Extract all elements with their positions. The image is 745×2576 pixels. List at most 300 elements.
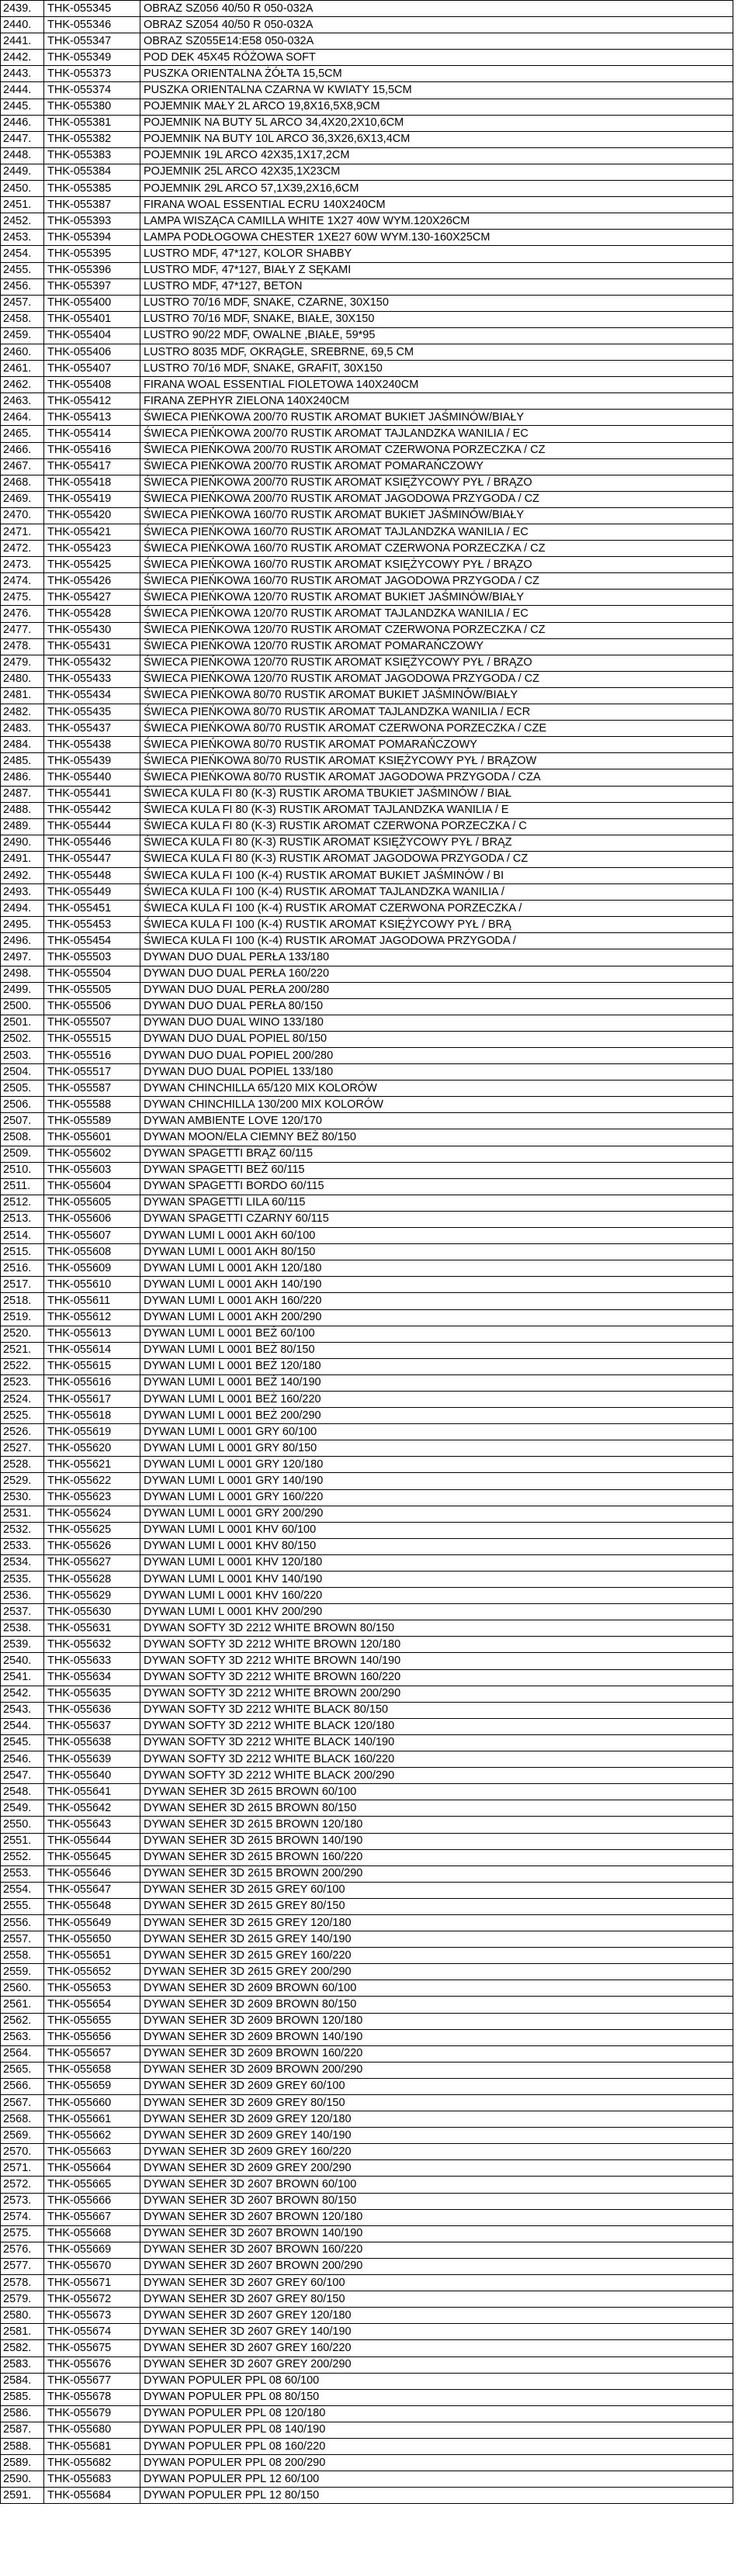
row-number: 2551. bbox=[1, 1833, 44, 1849]
row-number: 2498. bbox=[1, 966, 44, 982]
row-number: 2560. bbox=[1, 1980, 44, 1997]
row-number: 2482. bbox=[1, 704, 44, 721]
product-name: ŚWIECA PIEŃKOWA 160/70 RUSTIK AROMAT KSIĘŻYCOWY PYŁ / BRĄZO bbox=[140, 557, 733, 573]
product-name: ŚWIECA PIEŃKOWA 120/70 RUSTIK AROMAT KSIĘŻYCOWY PYŁ / BRĄZO bbox=[140, 655, 733, 671]
product-code: THK-055650 bbox=[44, 1931, 140, 1948]
table-row bbox=[1, 1538, 733, 1554]
row-number: 2450. bbox=[1, 181, 44, 197]
product-name: ŚWIECA KULA FI 80 (K-3) RUSTIK AROMAT JAGODOWA PRZYGODA / CZ bbox=[140, 851, 733, 867]
product-name: DYWAN LUMI L 0001 KHV 200/290 bbox=[140, 1604, 733, 1620]
table-row bbox=[1, 507, 733, 524]
row-number: 2582. bbox=[1, 2340, 44, 2356]
product-code: THK-055406 bbox=[44, 344, 140, 360]
product-code: THK-055387 bbox=[44, 197, 140, 213]
product-name: DYWAN LUMI L 0001 AKH 200/290 bbox=[140, 1309, 733, 1326]
product-code: THK-055609 bbox=[44, 1260, 140, 1277]
product-name: DYWAN SEHER 3D 2607 GREY 140/190 bbox=[140, 2324, 733, 2340]
product-code: THK-055616 bbox=[44, 1374, 140, 1391]
row-number: 2583. bbox=[1, 2356, 44, 2373]
product-code: THK-055416 bbox=[44, 442, 140, 458]
product-name: DYWAN LUMI L 0001 KHV 80/150 bbox=[140, 1538, 733, 1554]
table-row bbox=[1, 818, 733, 835]
product-name: DYWAN POPULER PPL 08 120/180 bbox=[140, 2405, 733, 2422]
table-row bbox=[1, 1882, 733, 1898]
product-code: THK-055658 bbox=[44, 2062, 140, 2078]
row-number: 2572. bbox=[1, 2177, 44, 2193]
table-row bbox=[1, 410, 733, 426]
product-code: THK-055451 bbox=[44, 901, 140, 917]
table-row bbox=[1, 769, 733, 786]
row-number: 2570. bbox=[1, 2144, 44, 2160]
table-row bbox=[1, 17, 733, 33]
product-name: DYWAN LUMI L 0001 KHV 120/180 bbox=[140, 1554, 733, 1571]
table-row bbox=[1, 491, 733, 507]
row-number: 2545. bbox=[1, 1734, 44, 1751]
product-code: THK-055665 bbox=[44, 2177, 140, 2193]
product-code: THK-055447 bbox=[44, 851, 140, 867]
table-row bbox=[1, 1309, 733, 1326]
row-number: 2454. bbox=[1, 246, 44, 262]
table-row bbox=[1, 1718, 733, 1734]
product-code: THK-055674 bbox=[44, 2324, 140, 2340]
product-code: THK-055657 bbox=[44, 2045, 140, 2062]
table-row bbox=[1, 2144, 733, 2160]
table-row bbox=[1, 2340, 733, 2356]
product-code: THK-055643 bbox=[44, 1817, 140, 1833]
row-number: 2512. bbox=[1, 1195, 44, 1211]
product-code: THK-055420 bbox=[44, 507, 140, 524]
table-row bbox=[1, 867, 733, 883]
product-name: DYWAN DUO DUAL PERŁA 133/180 bbox=[140, 949, 733, 966]
product-name: POJEMNIK NA BUTY 10L ARCO 36,3X26,6X13,4CM bbox=[140, 131, 733, 147]
row-number: 2485. bbox=[1, 753, 44, 769]
table-row bbox=[1, 1457, 733, 1473]
product-name: OBRAZ SZ054 40/50 R 050-032A bbox=[140, 17, 733, 33]
row-number: 2567. bbox=[1, 2095, 44, 2111]
table-row bbox=[1, 147, 733, 164]
row-number: 2501. bbox=[1, 1015, 44, 1031]
product-name: DYWAN SEHER 3D 2615 BROWN 140/190 bbox=[140, 1833, 733, 1849]
table-row bbox=[1, 1751, 733, 1768]
product-code: THK-055349 bbox=[44, 50, 140, 66]
product-code: THK-055655 bbox=[44, 2013, 140, 2029]
product-code: THK-055588 bbox=[44, 1097, 140, 1113]
table-row bbox=[1, 475, 733, 491]
product-name: DYWAN SEHER 3D 2609 BROWN 120/180 bbox=[140, 2013, 733, 2029]
product-name: DYWAN SEHER 3D 2609 GREY 140/190 bbox=[140, 2128, 733, 2144]
product-code: THK-055432 bbox=[44, 655, 140, 671]
product-name: ŚWIECA PIEŃKOWA 200/70 RUSTIK AROMAT TAJLANDZKA WANILIA / EC bbox=[140, 426, 733, 442]
row-number: 2584. bbox=[1, 2373, 44, 2389]
product-name: PUSZKA ORIENTALNA ŻÓŁTA 15,5CM bbox=[140, 66, 733, 82]
product-name: DYWAN SPAGETTI BORDO 60/115 bbox=[140, 1178, 733, 1195]
product-name: LAMPA PODŁOGOWA CHESTER 1XE27 60W WYM.130-160X25CM bbox=[140, 230, 733, 246]
product-name: ŚWIECA KULA FI 100 (K-4) RUSTIK AROMAT BUKIET JAŚMINÓW / BI bbox=[140, 867, 733, 883]
table-row bbox=[1, 2111, 733, 2128]
product-code: THK-055632 bbox=[44, 1637, 140, 1653]
row-number: 2442. bbox=[1, 50, 44, 66]
row-number: 2447. bbox=[1, 131, 44, 147]
product-name: DYWAN SEHER 3D 2615 GREY 200/290 bbox=[140, 1964, 733, 1980]
row-number: 2539. bbox=[1, 1637, 44, 1653]
row-number: 2527. bbox=[1, 1440, 44, 1457]
product-code: THK-055515 bbox=[44, 1031, 140, 1047]
table-row bbox=[1, 1572, 733, 1588]
row-number: 2537. bbox=[1, 1604, 44, 1620]
row-number: 2541. bbox=[1, 1669, 44, 1686]
table-row bbox=[1, 1031, 733, 1047]
row-number: 2451. bbox=[1, 197, 44, 213]
table-row bbox=[1, 1081, 733, 1097]
table-row bbox=[1, 655, 733, 671]
table-row bbox=[1, 1162, 733, 1178]
product-name: ŚWIECA PIEŃKOWA 120/70 RUSTIK AROMAT CZERWONA PORZECZKA / CZ bbox=[140, 622, 733, 638]
product-code: THK-055503 bbox=[44, 949, 140, 966]
product-code: THK-055648 bbox=[44, 1898, 140, 1914]
product-name: DYWAN LUMI L 0001 AKH 80/150 bbox=[140, 1244, 733, 1260]
product-code: THK-055676 bbox=[44, 2356, 140, 2373]
table-row bbox=[1, 573, 733, 590]
product-name: DYWAN DUO DUAL WINO 133/180 bbox=[140, 1015, 733, 1031]
product-name: DYWAN SEHER 3D 2609 BROWN 60/100 bbox=[140, 1980, 733, 1997]
product-code: THK-055667 bbox=[44, 2209, 140, 2225]
row-number: 2589. bbox=[1, 2455, 44, 2471]
table-row bbox=[1, 687, 733, 704]
product-name: DYWAN SOFTY 3D 2212 WHITE BROWN 200/290 bbox=[140, 1686, 733, 1702]
product-name: DYWAN SPAGETTI LILA 60/115 bbox=[140, 1195, 733, 1211]
row-number: 2503. bbox=[1, 1048, 44, 1064]
table-row bbox=[1, 2045, 733, 2062]
product-code: THK-055433 bbox=[44, 671, 140, 687]
row-number: 2474. bbox=[1, 573, 44, 590]
product-name: LUSTRO MDF, 47*127, KOLOR SHABBY bbox=[140, 246, 733, 262]
table-row bbox=[1, 66, 733, 82]
row-number: 2549. bbox=[1, 1800, 44, 1817]
row-number: 2556. bbox=[1, 1914, 44, 1931]
product-code: THK-055652 bbox=[44, 1964, 140, 1980]
row-number: 2462. bbox=[1, 377, 44, 393]
product-name: DYWAN LUMI L 0001 KHV 140/190 bbox=[140, 1572, 733, 1588]
product-name: POJEMNIK NA BUTY 5L ARCO 34,4X20,2X10,6CM bbox=[140, 115, 733, 131]
product-name: DYWAN SPAGETTI CZARNY 60/115 bbox=[140, 1211, 733, 1227]
product-code: THK-055678 bbox=[44, 2389, 140, 2405]
product-code: THK-055434 bbox=[44, 687, 140, 704]
row-number: 2533. bbox=[1, 1538, 44, 1554]
product-code: THK-055425 bbox=[44, 557, 140, 573]
table-row bbox=[1, 1424, 733, 1440]
table-row bbox=[1, 82, 733, 99]
table-row bbox=[1, 622, 733, 638]
row-number: 2493. bbox=[1, 884, 44, 901]
table-row bbox=[1, 1554, 733, 1571]
row-number: 2562. bbox=[1, 2013, 44, 2029]
product-code: THK-055672 bbox=[44, 2291, 140, 2308]
product-name: DYWAN SPAGETTI BRĄZ 60/115 bbox=[140, 1146, 733, 1162]
row-number: 2591. bbox=[1, 2488, 44, 2504]
product-code: THK-055421 bbox=[44, 524, 140, 541]
row-number: 2559. bbox=[1, 1964, 44, 1980]
row-number: 2566. bbox=[1, 2078, 44, 2094]
table-row bbox=[1, 1440, 733, 1457]
product-name: ŚWIECA PIEŃKOWA 200/70 RUSTIK AROMAT JAGODOWA PRZYGODA / CZ bbox=[140, 491, 733, 507]
row-number: 2449. bbox=[1, 164, 44, 180]
table-row bbox=[1, 426, 733, 442]
row-number: 2531. bbox=[1, 1506, 44, 1522]
table-row bbox=[1, 1048, 733, 1064]
table-row bbox=[1, 2078, 733, 2094]
table-row bbox=[1, 1358, 733, 1374]
row-number: 2553. bbox=[1, 1865, 44, 1882]
product-name: OBRAZ SZ056 40/50 R 050-032A bbox=[140, 1, 733, 17]
product-name: ŚWIECA PIEŃKOWA 200/70 RUSTIK AROMAT POMARAŃCZOWY bbox=[140, 458, 733, 475]
product-code: THK-055394 bbox=[44, 230, 140, 246]
product-code: THK-055635 bbox=[44, 1686, 140, 1702]
table-row bbox=[1, 50, 733, 66]
table-row bbox=[1, 2242, 733, 2258]
product-name: DYWAN LUMI L 0001 BEŻ 160/220 bbox=[140, 1391, 733, 1407]
row-number: 2544. bbox=[1, 1718, 44, 1734]
row-number: 2580. bbox=[1, 2308, 44, 2324]
product-code: THK-055607 bbox=[44, 1228, 140, 1244]
product-code: THK-055642 bbox=[44, 1800, 140, 1817]
product-code: THK-055454 bbox=[44, 933, 140, 949]
table-row bbox=[1, 1637, 733, 1653]
product-code: THK-055444 bbox=[44, 818, 140, 835]
product-name: DYWAN SPAGETTI BEŻ 60/115 bbox=[140, 1162, 733, 1178]
row-number: 2481. bbox=[1, 687, 44, 704]
product-name: DYWAN SEHER 3D 2609 GREY 120/180 bbox=[140, 2111, 733, 2128]
product-code: THK-055625 bbox=[44, 1522, 140, 1538]
table-row bbox=[1, 33, 733, 50]
row-number: 2488. bbox=[1, 802, 44, 818]
product-code: THK-055627 bbox=[44, 1554, 140, 1571]
row-number: 2453. bbox=[1, 230, 44, 246]
table-row bbox=[1, 1620, 733, 1637]
table-row bbox=[1, 1064, 733, 1081]
product-name: DYWAN LUMI L 0001 BEŻ 120/180 bbox=[140, 1358, 733, 1374]
product-code: THK-055634 bbox=[44, 1669, 140, 1686]
table-row bbox=[1, 1244, 733, 1260]
product-code: THK-055383 bbox=[44, 147, 140, 164]
product-code: THK-055603 bbox=[44, 1162, 140, 1178]
product-name: DYWAN SEHER 3D 2607 BROWN 160/220 bbox=[140, 2242, 733, 2258]
product-name: DYWAN SEHER 3D 2609 BROWN 200/290 bbox=[140, 2062, 733, 2078]
table-row bbox=[1, 1653, 733, 1669]
product-code: THK-055446 bbox=[44, 835, 140, 851]
product-name: DYWAN SOFTY 3D 2212 WHITE BLACK 200/290 bbox=[140, 1768, 733, 1784]
row-number: 2470. bbox=[1, 507, 44, 524]
table-row bbox=[1, 1702, 733, 1718]
product-name: DYWAN SEHER 3D 2607 BROWN 60/100 bbox=[140, 2177, 733, 2193]
table-row bbox=[1, 2373, 733, 2389]
product-code: THK-055437 bbox=[44, 721, 140, 737]
product-code: THK-055624 bbox=[44, 1506, 140, 1522]
table-row bbox=[1, 1734, 733, 1751]
product-code: THK-055663 bbox=[44, 2144, 140, 2160]
table-row bbox=[1, 1195, 733, 1211]
product-name: DYWAN DUO DUAL POPIEL 200/280 bbox=[140, 1048, 733, 1064]
row-number: 2535. bbox=[1, 1572, 44, 1588]
table-row bbox=[1, 311, 733, 327]
product-name: ŚWIECA KULA FI 100 (K-4) RUSTIK AROMAT CZERWONA PORZECZKA / bbox=[140, 901, 733, 917]
product-code: THK-055681 bbox=[44, 2438, 140, 2454]
product-code: THK-055442 bbox=[44, 802, 140, 818]
table-row bbox=[1, 557, 733, 573]
product-code: THK-055679 bbox=[44, 2405, 140, 2422]
product-table-body bbox=[1, 1, 733, 2504]
product-name: DYWAN LUMI L 0001 BEŻ 60/100 bbox=[140, 1326, 733, 1342]
row-number: 2502. bbox=[1, 1031, 44, 1047]
table-row bbox=[1, 246, 733, 262]
table-row bbox=[1, 590, 733, 606]
product-name: POD DEK 45X45 RÓŻOWA SOFT bbox=[140, 50, 733, 66]
row-number: 2523. bbox=[1, 1374, 44, 1391]
row-number: 2555. bbox=[1, 1898, 44, 1914]
row-number: 2467. bbox=[1, 458, 44, 475]
row-number: 2513. bbox=[1, 1211, 44, 1227]
table-row bbox=[1, 2258, 733, 2274]
table-row bbox=[1, 1914, 733, 1931]
row-number: 2525. bbox=[1, 1408, 44, 1424]
row-number: 2458. bbox=[1, 311, 44, 327]
product-name: DYWAN MOON/ELA CIEMNY BEŻ 80/150 bbox=[140, 1129, 733, 1146]
table-row bbox=[1, 1898, 733, 1914]
row-number: 2540. bbox=[1, 1653, 44, 1669]
product-code: THK-055675 bbox=[44, 2340, 140, 2356]
row-number: 2464. bbox=[1, 410, 44, 426]
row-number: 2518. bbox=[1, 1293, 44, 1309]
row-number: 2500. bbox=[1, 998, 44, 1015]
product-code: THK-055664 bbox=[44, 2160, 140, 2177]
table-row bbox=[1, 2422, 733, 2438]
product-name: DYWAN SEHER 3D 2609 GREY 200/290 bbox=[140, 2160, 733, 2177]
product-name: DYWAN LUMI L 0001 AKH 60/100 bbox=[140, 1228, 733, 1244]
product-code: THK-055636 bbox=[44, 1702, 140, 1718]
product-name: ŚWIECA PIEŃKOWA 200/70 RUSTIK AROMAT BUKIET JAŚMINÓW/BIAŁY bbox=[140, 410, 733, 426]
table-row bbox=[1, 1178, 733, 1195]
product-code: THK-055347 bbox=[44, 33, 140, 50]
product-name: DYWAN SEHER 3D 2607 BROWN 140/190 bbox=[140, 2225, 733, 2242]
table-row bbox=[1, 2095, 733, 2111]
product-code: THK-055656 bbox=[44, 2029, 140, 2045]
product-name: DYWAN POPULER PPL 08 80/150 bbox=[140, 2389, 733, 2405]
product-code: THK-055505 bbox=[44, 982, 140, 998]
product-name: DYWAN DUO DUAL PERŁA 80/150 bbox=[140, 998, 733, 1015]
row-number: 2486. bbox=[1, 769, 44, 786]
product-code: THK-055617 bbox=[44, 1391, 140, 1407]
product-name: ŚWIECA KULA FI 100 (K-4) RUSTIK AROMAT JAGODOWA PRZYGODA / bbox=[140, 933, 733, 949]
table-row bbox=[1, 2209, 733, 2225]
row-number: 2514. bbox=[1, 1228, 44, 1244]
row-number: 2444. bbox=[1, 82, 44, 99]
product-name: DYWAN LUMI L 0001 GRY 140/190 bbox=[140, 1473, 733, 1489]
product-name: ŚWIECA PIEŃKOWA 120/70 RUSTIK AROMAT BUKIET JAŚMINÓW/BIAŁY bbox=[140, 590, 733, 606]
product-code: THK-055604 bbox=[44, 1178, 140, 1195]
product-code: THK-055671 bbox=[44, 2275, 140, 2291]
product-name: ŚWIECA KULA FI 100 (K-4) RUSTIK AROMAT KSIĘŻYCOWY PYŁ / BRĄ bbox=[140, 917, 733, 933]
product-name: DYWAN SOFTY 3D 2212 WHITE BROWN 120/180 bbox=[140, 1637, 733, 1653]
row-number: 2569. bbox=[1, 2128, 44, 2144]
product-name: LUSTRO MDF, 47*127, BIAŁY Z SĘKAMI bbox=[140, 262, 733, 278]
product-code: THK-055622 bbox=[44, 1473, 140, 1489]
product-code: THK-055608 bbox=[44, 1244, 140, 1260]
product-code: THK-055641 bbox=[44, 1784, 140, 1800]
table-row bbox=[1, 1817, 733, 1833]
product-name: ŚWIECA PIEŃKOWA 160/70 RUSTIK AROMAT CZERWONA PORZECZKA / CZ bbox=[140, 541, 733, 557]
product-name: ŚWIECA PIEŃKOWA 160/70 RUSTIK AROMAT TAJLANDZKA WANILIA / EC bbox=[140, 524, 733, 541]
row-number: 2468. bbox=[1, 475, 44, 491]
product-code: THK-055506 bbox=[44, 998, 140, 1015]
table-row bbox=[1, 1374, 733, 1391]
product-code: THK-055619 bbox=[44, 1424, 140, 1440]
product-name: ŚWIECA PIEŃKOWA 80/70 RUSTIK AROMAT BUKIET JAŚMINÓW/BIAŁY bbox=[140, 687, 733, 704]
product-code: THK-055380 bbox=[44, 99, 140, 115]
product-code: THK-055654 bbox=[44, 1997, 140, 2013]
row-number: 2509. bbox=[1, 1146, 44, 1162]
product-name: DYWAN DUO DUAL PERŁA 200/280 bbox=[140, 982, 733, 998]
product-name: DYWAN SEHER 3D 2615 GREY 80/150 bbox=[140, 1898, 733, 1914]
product-code: THK-055682 bbox=[44, 2455, 140, 2471]
product-code: THK-055384 bbox=[44, 164, 140, 180]
product-name: ŚWIECA PIEŃKOWA 200/70 RUSTIK AROMAT CZERWONA PORZECZKA / CZ bbox=[140, 442, 733, 458]
product-code: THK-055426 bbox=[44, 573, 140, 590]
product-code: THK-055395 bbox=[44, 246, 140, 262]
product-code: THK-055670 bbox=[44, 2258, 140, 2274]
row-number: 2588. bbox=[1, 2438, 44, 2454]
product-code: THK-055346 bbox=[44, 17, 140, 33]
row-number: 2477. bbox=[1, 622, 44, 638]
product-name: ŚWIECA PIEŃKOWA 80/70 RUSTIK AROMAT TAJLANDZKA WANILIA / ECR bbox=[140, 704, 733, 721]
table-row bbox=[1, 1277, 733, 1293]
product-code: THK-055412 bbox=[44, 393, 140, 410]
product-name: FIRANA WOAL ESSENTIAL ECRU 140X240CM bbox=[140, 197, 733, 213]
product-code: THK-055611 bbox=[44, 1293, 140, 1309]
row-number: 2587. bbox=[1, 2422, 44, 2438]
table-row bbox=[1, 1686, 733, 1702]
product-name: ŚWIECA KULA FI 80 (K-3) RUSTIK AROMAT TAJLANDZKA WANILIA / E bbox=[140, 802, 733, 818]
table-row bbox=[1, 1129, 733, 1146]
product-name: DYWAN SEHER 3D 2615 GREY 120/180 bbox=[140, 1914, 733, 1931]
table-row bbox=[1, 2160, 733, 2177]
product-code: THK-055423 bbox=[44, 541, 140, 557]
table-row bbox=[1, 1833, 733, 1849]
table-row bbox=[1, 458, 733, 475]
table-row bbox=[1, 2128, 733, 2144]
table-row bbox=[1, 262, 733, 278]
table-row bbox=[1, 704, 733, 721]
product-code: THK-055404 bbox=[44, 327, 140, 344]
row-number: 2484. bbox=[1, 737, 44, 753]
product-code: THK-055381 bbox=[44, 115, 140, 131]
row-number: 2452. bbox=[1, 213, 44, 230]
product-name: DYWAN SEHER 3D 2615 GREY 60/100 bbox=[140, 1882, 733, 1898]
table-row bbox=[1, 230, 733, 246]
row-number: 2529. bbox=[1, 1473, 44, 1489]
product-name: ŚWIECA PIEŃKOWA 80/70 RUSTIK AROMAT JAGODOWA PRZYGODA / CZA bbox=[140, 769, 733, 786]
row-number: 2574. bbox=[1, 2209, 44, 2225]
product-code: THK-055659 bbox=[44, 2078, 140, 2094]
product-name: DYWAN LUMI L 0001 KHV 160/220 bbox=[140, 1588, 733, 1604]
table-row bbox=[1, 1669, 733, 1686]
product-name: ŚWIECA KULA FI 80 (K-3) RUSTIK AROMAT KSIĘŻYCOWY PYŁ / BRĄZ bbox=[140, 835, 733, 851]
table-row bbox=[1, 2389, 733, 2405]
product-name: DYWAN SEHER 3D 2607 GREY 80/150 bbox=[140, 2291, 733, 2308]
product-name: FIRANA ZEPHYR ZIELONA 140X240CM bbox=[140, 393, 733, 410]
table-row bbox=[1, 2488, 733, 2504]
table-row bbox=[1, 278, 733, 295]
table-row bbox=[1, 361, 733, 377]
product-name: POJEMNIK 29L ARCO 57,1X39,2X16,6CM bbox=[140, 181, 733, 197]
